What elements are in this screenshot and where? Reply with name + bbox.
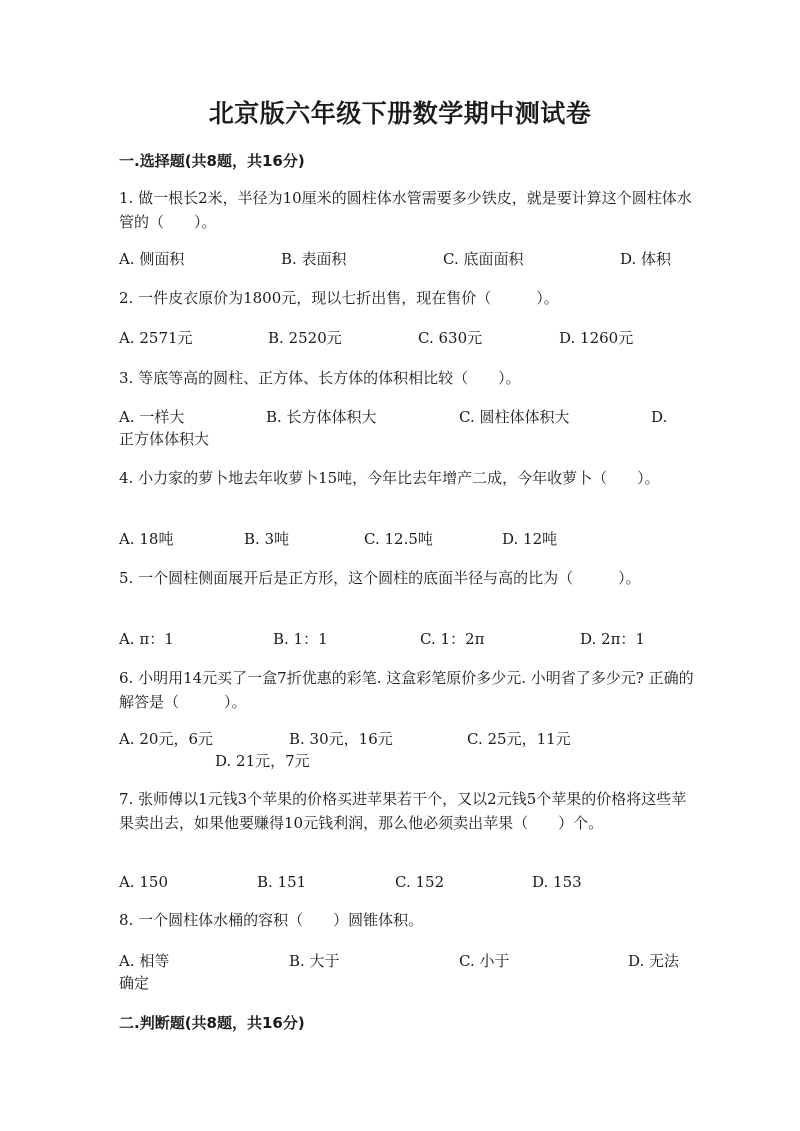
- question-3: 3. 等底等高的圆柱、正方体、长方体的体积相比较（ ）。: [119, 369, 521, 387]
- q7-option-a: A. 150: [119, 873, 168, 891]
- q2-option-a: A. 2571元: [119, 329, 193, 347]
- q5-option-b: B. 1：1: [273, 630, 328, 648]
- q8-option-b: B. 大于: [289, 952, 340, 970]
- page-title: 北京版六年级下册数学期中测试卷: [208, 99, 592, 128]
- q6-option-a: A. 20元，6元: [119, 730, 213, 748]
- question-6: 6. 小明用14元买了一盒7折优惠的彩笔. 这盒彩笔原价多少元. 小明省了多少元? 正确的解答是（ ）。: [119, 669, 694, 711]
- q5-option-a: A. π：1: [119, 630, 174, 648]
- q6-option-d: D. 21元，7元: [215, 752, 310, 770]
- q1-option-c: C. 底面面积: [443, 250, 524, 268]
- q6-option-b: B. 30元，16元: [289, 730, 393, 748]
- question-7: 7. 张师傅以1元钱3个苹果的价格买进苹果若干个，又以2元钱5个苹果的价格将这些苹果卖出去，如果他要赚得10元钱利润，那么他必须卖出苹果（ ）个。: [119, 790, 687, 832]
- q2-option-d: D. 1260元: [559, 329, 634, 347]
- question-8: 8. 一个圆柱体水桶的容积（ ）圆锥体积。: [119, 911, 424, 929]
- q7-option-d: D. 153: [532, 873, 582, 891]
- q3-option-c: C. 圆柱体体积大: [459, 408, 570, 426]
- question-2: 2. 一件皮衣原价为1800元，现以七折出售，现在售价（ ）。: [119, 289, 559, 307]
- q1-option-d: D. 体积: [620, 250, 672, 268]
- question-5: 5. 一个圆柱侧面展开后是正方形，这个圆柱的底面半径与高的比为（ ）。: [119, 569, 641, 587]
- section-heading-multiple-choice: 一.选择题(共8题，共16分): [119, 152, 305, 170]
- question-4: 4. 小力家的萝卜地去年收萝卜15吨，今年比去年增产二成，今年收萝卜（ ）。: [119, 469, 660, 487]
- q7-option-c: C. 152: [395, 873, 445, 891]
- q7-option-b: B. 151: [257, 873, 307, 891]
- q3-option-b: B. 长方体体积大: [266, 408, 377, 426]
- q5-option-d: D. 2π：1: [580, 630, 645, 648]
- q3-option-a: A. 一样大: [119, 408, 185, 426]
- q4-option-c: C. 12.5吨: [364, 530, 433, 548]
- q6-option-c: C. 25元，11元: [467, 730, 571, 748]
- q4-option-a: A. 18吨: [119, 530, 174, 548]
- q8-option-a: A. 相等: [119, 952, 170, 970]
- q3-option-d-text: 正方体体积大: [119, 430, 210, 448]
- q4-option-d: D. 12吨: [502, 530, 558, 548]
- q8-option-c: C. 小于: [459, 952, 510, 970]
- q8-option-d-label: D. 无法: [628, 952, 680, 970]
- q1-option-a: A. 侧面积: [119, 250, 185, 268]
- q8-option-d-text: 确定: [119, 974, 150, 992]
- q5-option-c: C. 1：2π: [420, 630, 485, 648]
- section-heading-true-false: 二.判断题(共8题，共16分): [119, 1014, 305, 1032]
- q3-option-d-label: D.: [651, 408, 668, 426]
- question-1: 1. 做一根长2米，半径为10厘米的圆柱体水管需要多少铁皮，就是要计算这个圆柱体水管的（ ）。: [119, 189, 692, 231]
- q4-option-b: B. 3吨: [244, 530, 290, 548]
- q2-option-b: B. 2520元: [268, 329, 342, 347]
- q1-option-b: B. 表面积: [281, 250, 347, 268]
- q2-option-c: C. 630元: [418, 329, 483, 347]
